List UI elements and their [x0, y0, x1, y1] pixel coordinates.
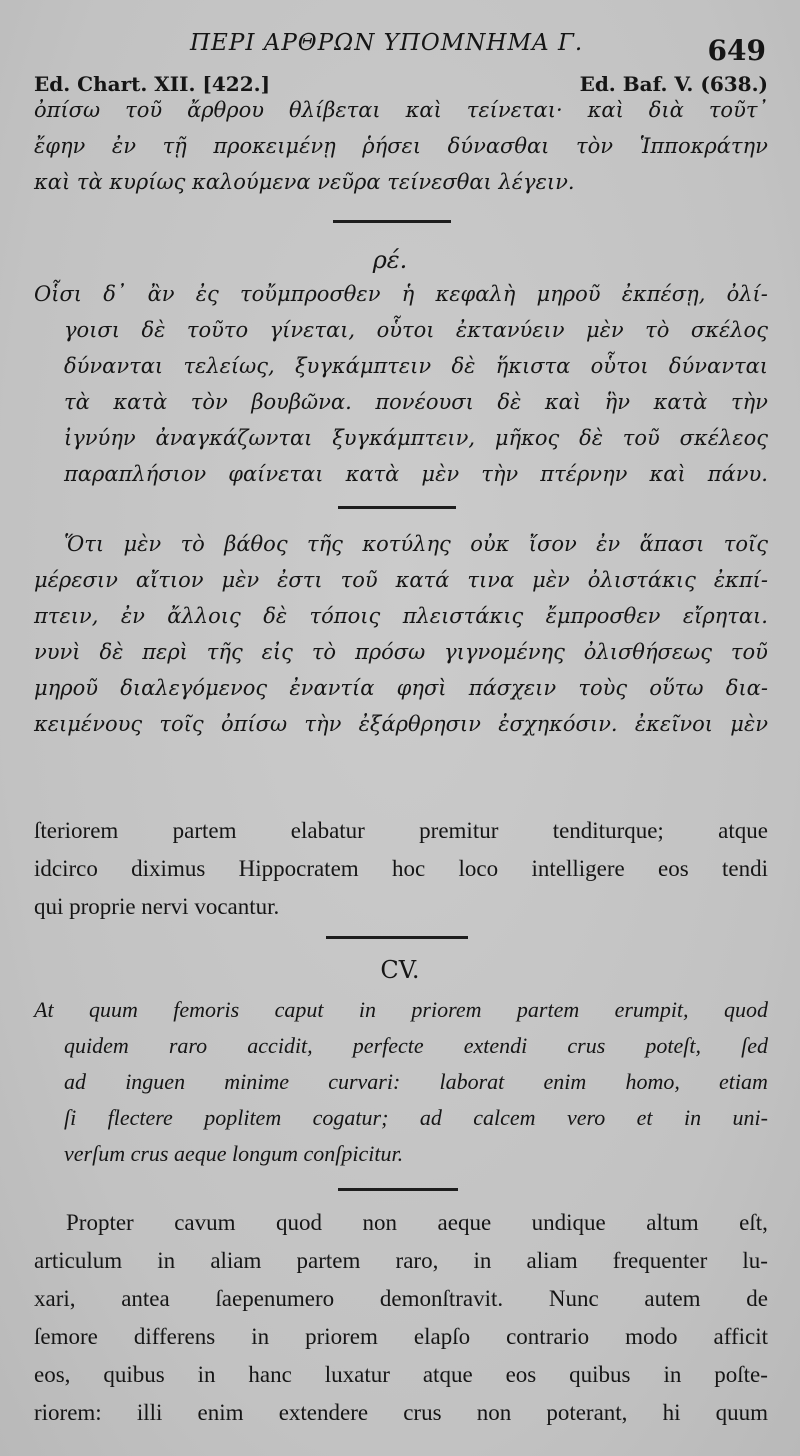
word: καὶ — [649, 462, 686, 486]
word: προκειμένῃ — [213, 134, 336, 158]
latin-section-divider-rule — [326, 936, 468, 939]
word: frequenter — [612, 1248, 708, 1273]
word: in — [251, 1324, 270, 1349]
word: ſed — [741, 1033, 768, 1058]
word: σκέλος — [690, 318, 768, 342]
word: ξυγκάμπτειν, — [332, 426, 476, 450]
word: ἐκπί- — [713, 568, 768, 592]
word: erumpit, — [614, 997, 689, 1022]
word: aliam — [210, 1248, 262, 1273]
word: μὲν — [123, 532, 162, 556]
word: δύνανται — [668, 354, 768, 378]
word: xari, — [34, 1286, 76, 1311]
word: contrario — [506, 1324, 590, 1349]
word: accidit, — [247, 1033, 313, 1058]
word: δὲ — [451, 354, 476, 378]
word: eos — [658, 856, 689, 881]
latin-section-text — [34, 992, 768, 1172]
word: quod — [723, 997, 768, 1022]
word: hoc — [392, 856, 426, 881]
word: καὶ — [405, 98, 442, 122]
word: quidem — [64, 1033, 129, 1058]
word: βάθος — [224, 532, 288, 556]
text-line — [34, 526, 768, 562]
word: poplitem — [204, 1105, 282, 1130]
word: δὲ — [263, 604, 288, 628]
word: βουβῶνα. — [251, 390, 352, 414]
word: laborat — [439, 1069, 505, 1094]
word: crus — [403, 1400, 442, 1425]
word: κεφαλὴ — [435, 282, 516, 306]
text-line — [34, 992, 768, 1028]
word: μηροῦ — [536, 282, 601, 306]
word: aeque — [437, 1210, 492, 1235]
text-line — [34, 384, 768, 420]
word: hanc — [248, 1362, 292, 1387]
word: περὶ — [142, 640, 188, 664]
word: πρόσω — [354, 640, 426, 664]
word: tenditurque; — [552, 818, 664, 843]
word: ἐκεῖνοι — [634, 712, 714, 736]
word: priorem — [411, 997, 482, 1022]
word: γίνεται, — [269, 318, 356, 342]
word: δὲ — [497, 390, 522, 414]
word: quibus — [569, 1362, 631, 1387]
word: extendi — [463, 1033, 528, 1058]
word: tendi — [722, 856, 768, 881]
word: enim — [197, 1400, 244, 1425]
word: ἐστι — [277, 568, 323, 592]
word: οὐκ — [470, 532, 510, 556]
word: verſum crus aeque longum conſpicitur. — [64, 1141, 404, 1166]
word: autem — [644, 1286, 701, 1311]
word: ſteriorem — [34, 818, 119, 843]
ed-chart-reference: Ed. Chart. XII. [422.] — [34, 72, 271, 96]
word: τοῦτο — [186, 318, 249, 342]
word: τοῦ — [622, 426, 660, 450]
word: δὲ — [579, 426, 603, 450]
word: altum — [646, 1210, 699, 1235]
page-number: 649 — [707, 34, 766, 67]
word: ἐς — [195, 282, 219, 306]
word: partem — [516, 997, 580, 1022]
word: perfecte — [352, 1033, 424, 1058]
text-line — [34, 562, 768, 598]
text-line — [34, 1356, 768, 1394]
word: καὶ — [587, 98, 624, 122]
word: qui proprie nervi vocantur. — [34, 894, 280, 919]
word: τὸ — [645, 318, 670, 342]
text-line — [34, 420, 768, 456]
word: articulum — [34, 1248, 123, 1273]
word: τινα — [467, 568, 515, 592]
word: κατὰ — [345, 462, 400, 486]
word: Nunc — [548, 1286, 599, 1311]
word: antea — [121, 1286, 170, 1311]
word: diximus — [131, 856, 206, 881]
word: φησὶ — [396, 676, 447, 700]
word: θλίβεται — [289, 98, 381, 122]
latin-section-number: CV. — [380, 956, 420, 984]
word: hi — [662, 1400, 681, 1425]
word: εἴρηται. — [682, 604, 768, 628]
word: τοῖς — [723, 532, 768, 556]
word: κατὰ — [653, 390, 708, 414]
word: γιγνομένης — [444, 640, 565, 664]
word: in — [663, 1362, 682, 1387]
word: πονέουσι — [375, 390, 474, 414]
greek-commentary-text — [34, 526, 768, 742]
ed-bas-reference: Ed. Baf. V. (638.) — [579, 72, 768, 96]
word: non — [362, 1210, 398, 1235]
latin-commentary-divider-rule — [338, 1188, 458, 1191]
word: τὸ — [311, 640, 337, 664]
word: πτέρνην — [540, 462, 628, 486]
word: οὗτοι — [376, 318, 435, 342]
word: Hippocratem — [238, 856, 359, 881]
word: οὗτοι — [590, 354, 649, 378]
word: ἄλλοις — [167, 604, 241, 628]
word: atque — [718, 818, 768, 843]
text-line — [34, 1204, 768, 1242]
word: cavum — [174, 1210, 236, 1235]
word: partem — [296, 1248, 361, 1273]
word: τοῦ — [730, 640, 768, 664]
word: ἥκιστα — [495, 354, 571, 378]
word: eos — [505, 1362, 537, 1387]
word: τῇ — [162, 134, 187, 158]
word: et — [636, 1105, 653, 1130]
word: raro — [168, 1033, 208, 1058]
word: ξυγκάμπτειν — [294, 354, 432, 378]
word: μῆκος — [494, 426, 560, 450]
word: priorem — [305, 1324, 378, 1349]
word: τελείως, — [183, 354, 275, 378]
word: τοῖς — [159, 712, 204, 736]
word: τὰ — [64, 390, 90, 414]
word: οὕτω — [649, 676, 704, 700]
word: ὀπίσω — [220, 712, 288, 736]
word: non — [476, 1400, 512, 1425]
word: riorem: — [34, 1400, 102, 1425]
word: ἐν — [120, 604, 145, 628]
word: poterant, — [546, 1400, 628, 1425]
word: ἐν — [111, 134, 136, 158]
word: τῆς — [206, 640, 243, 664]
word: τοὺς — [578, 676, 628, 700]
text-line — [34, 1318, 768, 1356]
word: τὴν — [304, 712, 342, 736]
word: quod — [276, 1210, 323, 1235]
text-line — [34, 1394, 768, 1432]
word: caput — [274, 997, 324, 1022]
text-line — [34, 456, 768, 492]
word: uni- — [732, 1105, 768, 1130]
word: τόποις — [309, 604, 381, 628]
word: τὸ — [180, 532, 205, 556]
word: ſi — [64, 1105, 77, 1130]
word: elabatur — [290, 818, 365, 843]
word: ἐκτανύειν — [455, 318, 565, 342]
word: intelligere — [531, 856, 625, 881]
word: ſaepenumero — [215, 1286, 335, 1311]
word: παραπλήσιον — [64, 462, 207, 486]
greek-section-text — [34, 276, 768, 492]
word: minime — [224, 1069, 290, 1094]
greek-section-number: ρέ. — [372, 246, 408, 274]
text-line — [34, 598, 768, 634]
word: etiam — [719, 1069, 768, 1094]
text-line — [34, 888, 768, 926]
word: calcem — [473, 1105, 536, 1130]
text-line — [34, 1028, 768, 1064]
word: γοισι — [64, 318, 120, 342]
word: ὀπίσω — [34, 98, 101, 122]
word: Ἱπποκράτην — [639, 134, 768, 158]
word: δὲ — [141, 318, 166, 342]
word: ἡ — [401, 282, 415, 306]
word: loco — [458, 856, 499, 881]
word: elapſo — [413, 1324, 471, 1349]
word: quum — [88, 997, 138, 1022]
word: ἔφην — [34, 134, 86, 158]
word: δὲ — [99, 640, 124, 664]
word: Ὅτι — [64, 532, 105, 556]
text-line — [34, 634, 768, 670]
word: τοῦτ᾽ — [708, 98, 768, 122]
word: ῥήσει — [362, 134, 422, 158]
word: in — [473, 1248, 492, 1273]
word: διαλεγόμενος — [120, 676, 268, 700]
word: ἄρθρου — [187, 98, 265, 122]
word: κοτύλης — [362, 532, 451, 556]
word: vero — [566, 1105, 606, 1130]
text-line — [34, 1064, 768, 1100]
word: atque — [422, 1362, 473, 1387]
word: ad — [64, 1069, 86, 1094]
text-line — [34, 1242, 768, 1280]
word: φαίνεται — [228, 462, 324, 486]
word: eos, — [34, 1362, 71, 1387]
word: in — [358, 997, 377, 1022]
word: τὴν — [730, 390, 768, 414]
text-line — [34, 812, 768, 850]
word: aliam — [526, 1248, 578, 1273]
commentary-divider-rule — [338, 506, 456, 509]
section-divider-rule — [333, 220, 451, 223]
word: idcirco — [34, 856, 98, 881]
word: ὀλισθήσεως — [583, 640, 713, 664]
word: eſt, — [739, 1210, 768, 1235]
word: αἴτιον — [135, 568, 204, 592]
word: ἐκπέσῃ, — [621, 282, 706, 306]
word: afficit — [713, 1324, 768, 1349]
word: demonſtravit. — [379, 1286, 504, 1311]
word: poſte- — [714, 1362, 768, 1387]
word: τὸν — [576, 134, 614, 158]
word: μὲν — [730, 712, 768, 736]
word: ἔμπροσθεν — [545, 604, 661, 628]
text-line — [34, 706, 768, 742]
text-line — [34, 92, 768, 128]
word: extendere — [278, 1400, 369, 1425]
word: homo, — [625, 1069, 680, 1094]
word: ἐν — [596, 532, 621, 556]
word: τοῦ — [340, 568, 378, 592]
word: μὲν — [532, 568, 570, 592]
word: μηροῦ — [34, 676, 98, 700]
word: ſemore — [34, 1324, 98, 1349]
word: in — [157, 1248, 176, 1273]
text-line — [34, 670, 768, 706]
word: μὲν — [221, 568, 260, 592]
word: ἐσχηκόσιν. — [498, 712, 618, 736]
text-line — [34, 348, 768, 384]
word: quibus — [103, 1362, 165, 1387]
word: differens — [133, 1324, 216, 1349]
word: raro, — [395, 1248, 439, 1273]
word: undique — [531, 1210, 606, 1235]
word: At — [34, 997, 54, 1022]
word: ὀλιστάκις — [587, 568, 696, 592]
word: πλειστάκις — [402, 604, 524, 628]
word: καὶ — [544, 390, 582, 414]
word: κειμένους — [34, 712, 143, 736]
word: δια- — [725, 676, 768, 700]
text-line — [34, 276, 768, 312]
word: premitur — [419, 818, 499, 843]
text-line — [34, 1280, 768, 1318]
word: σκέλεος — [679, 426, 768, 450]
word: δύνασθαι — [447, 134, 550, 158]
word: in — [197, 1362, 216, 1387]
word: femoris — [173, 997, 240, 1022]
word: νυνὶ — [34, 640, 81, 664]
word: cogatur; — [312, 1105, 389, 1130]
text-line — [34, 164, 768, 200]
latin-commentary-text — [34, 1204, 768, 1432]
word: curvari: — [328, 1069, 401, 1094]
word: μὲν — [586, 318, 624, 342]
word: ad — [419, 1105, 442, 1130]
text-line — [34, 1136, 768, 1172]
word: enim — [543, 1069, 587, 1094]
word: ἐναντία — [289, 676, 375, 700]
text-line — [34, 128, 768, 164]
word: κατά — [395, 568, 450, 592]
word: τῆς — [306, 532, 343, 556]
word: διὰ — [648, 98, 684, 122]
word: ἀναγκάζωνται — [155, 426, 313, 450]
word: partem — [172, 818, 237, 843]
text-line — [34, 850, 768, 888]
word: πάσχειν — [468, 676, 557, 700]
word: τὴν — [481, 462, 519, 486]
word: ἅπασι — [639, 532, 705, 556]
word: luxatur — [324, 1362, 390, 1387]
word: lu- — [742, 1248, 768, 1273]
word: illi — [136, 1400, 163, 1425]
word: πάνυ. — [707, 462, 768, 486]
word: τοῦ — [125, 98, 163, 122]
word: κατὰ — [113, 390, 168, 414]
word: poteſt, — [645, 1033, 701, 1058]
word: τείνεται· — [466, 98, 563, 122]
word: ἂν — [147, 282, 175, 306]
word: τοὔμπροσθεν — [239, 282, 381, 306]
word: τὸν — [190, 390, 228, 414]
word: μὲν — [421, 462, 460, 486]
word: crus — [567, 1033, 606, 1058]
word: ἰγνύην — [64, 426, 136, 450]
word: πτειν, — [34, 604, 99, 628]
word: in — [683, 1105, 702, 1130]
running-head: ΠΕΡΙ ΑΡΘΡΩΝ ΥΠΟΜΝΗΜΑ Γ. — [190, 30, 584, 56]
word: de — [746, 1286, 768, 1311]
word: ἴσον — [528, 532, 577, 556]
word: δ᾽ — [103, 282, 127, 306]
text-line — [34, 1100, 768, 1136]
word: ὀλί- — [726, 282, 768, 306]
word: ἣν — [604, 390, 631, 414]
text-line — [34, 312, 768, 348]
word: flectere — [107, 1105, 173, 1130]
word: quum — [715, 1400, 768, 1425]
word: Οἷσι — [34, 282, 83, 306]
latin-text-continuation — [34, 812, 768, 926]
greek-text-continuation — [34, 92, 768, 200]
word: μέρεσιν — [34, 568, 118, 592]
word: ἐξάρθρησιν — [358, 712, 481, 736]
word: Propter — [66, 1210, 134, 1235]
word: modo — [625, 1324, 678, 1349]
word: εἰς — [261, 640, 293, 664]
word: καὶ τὰ κυρίως καλούμενα νεῦρα τείνεσθαι λέγειν. — [34, 170, 575, 194]
word: inguen — [125, 1069, 186, 1094]
word: δύνανται — [64, 354, 164, 378]
